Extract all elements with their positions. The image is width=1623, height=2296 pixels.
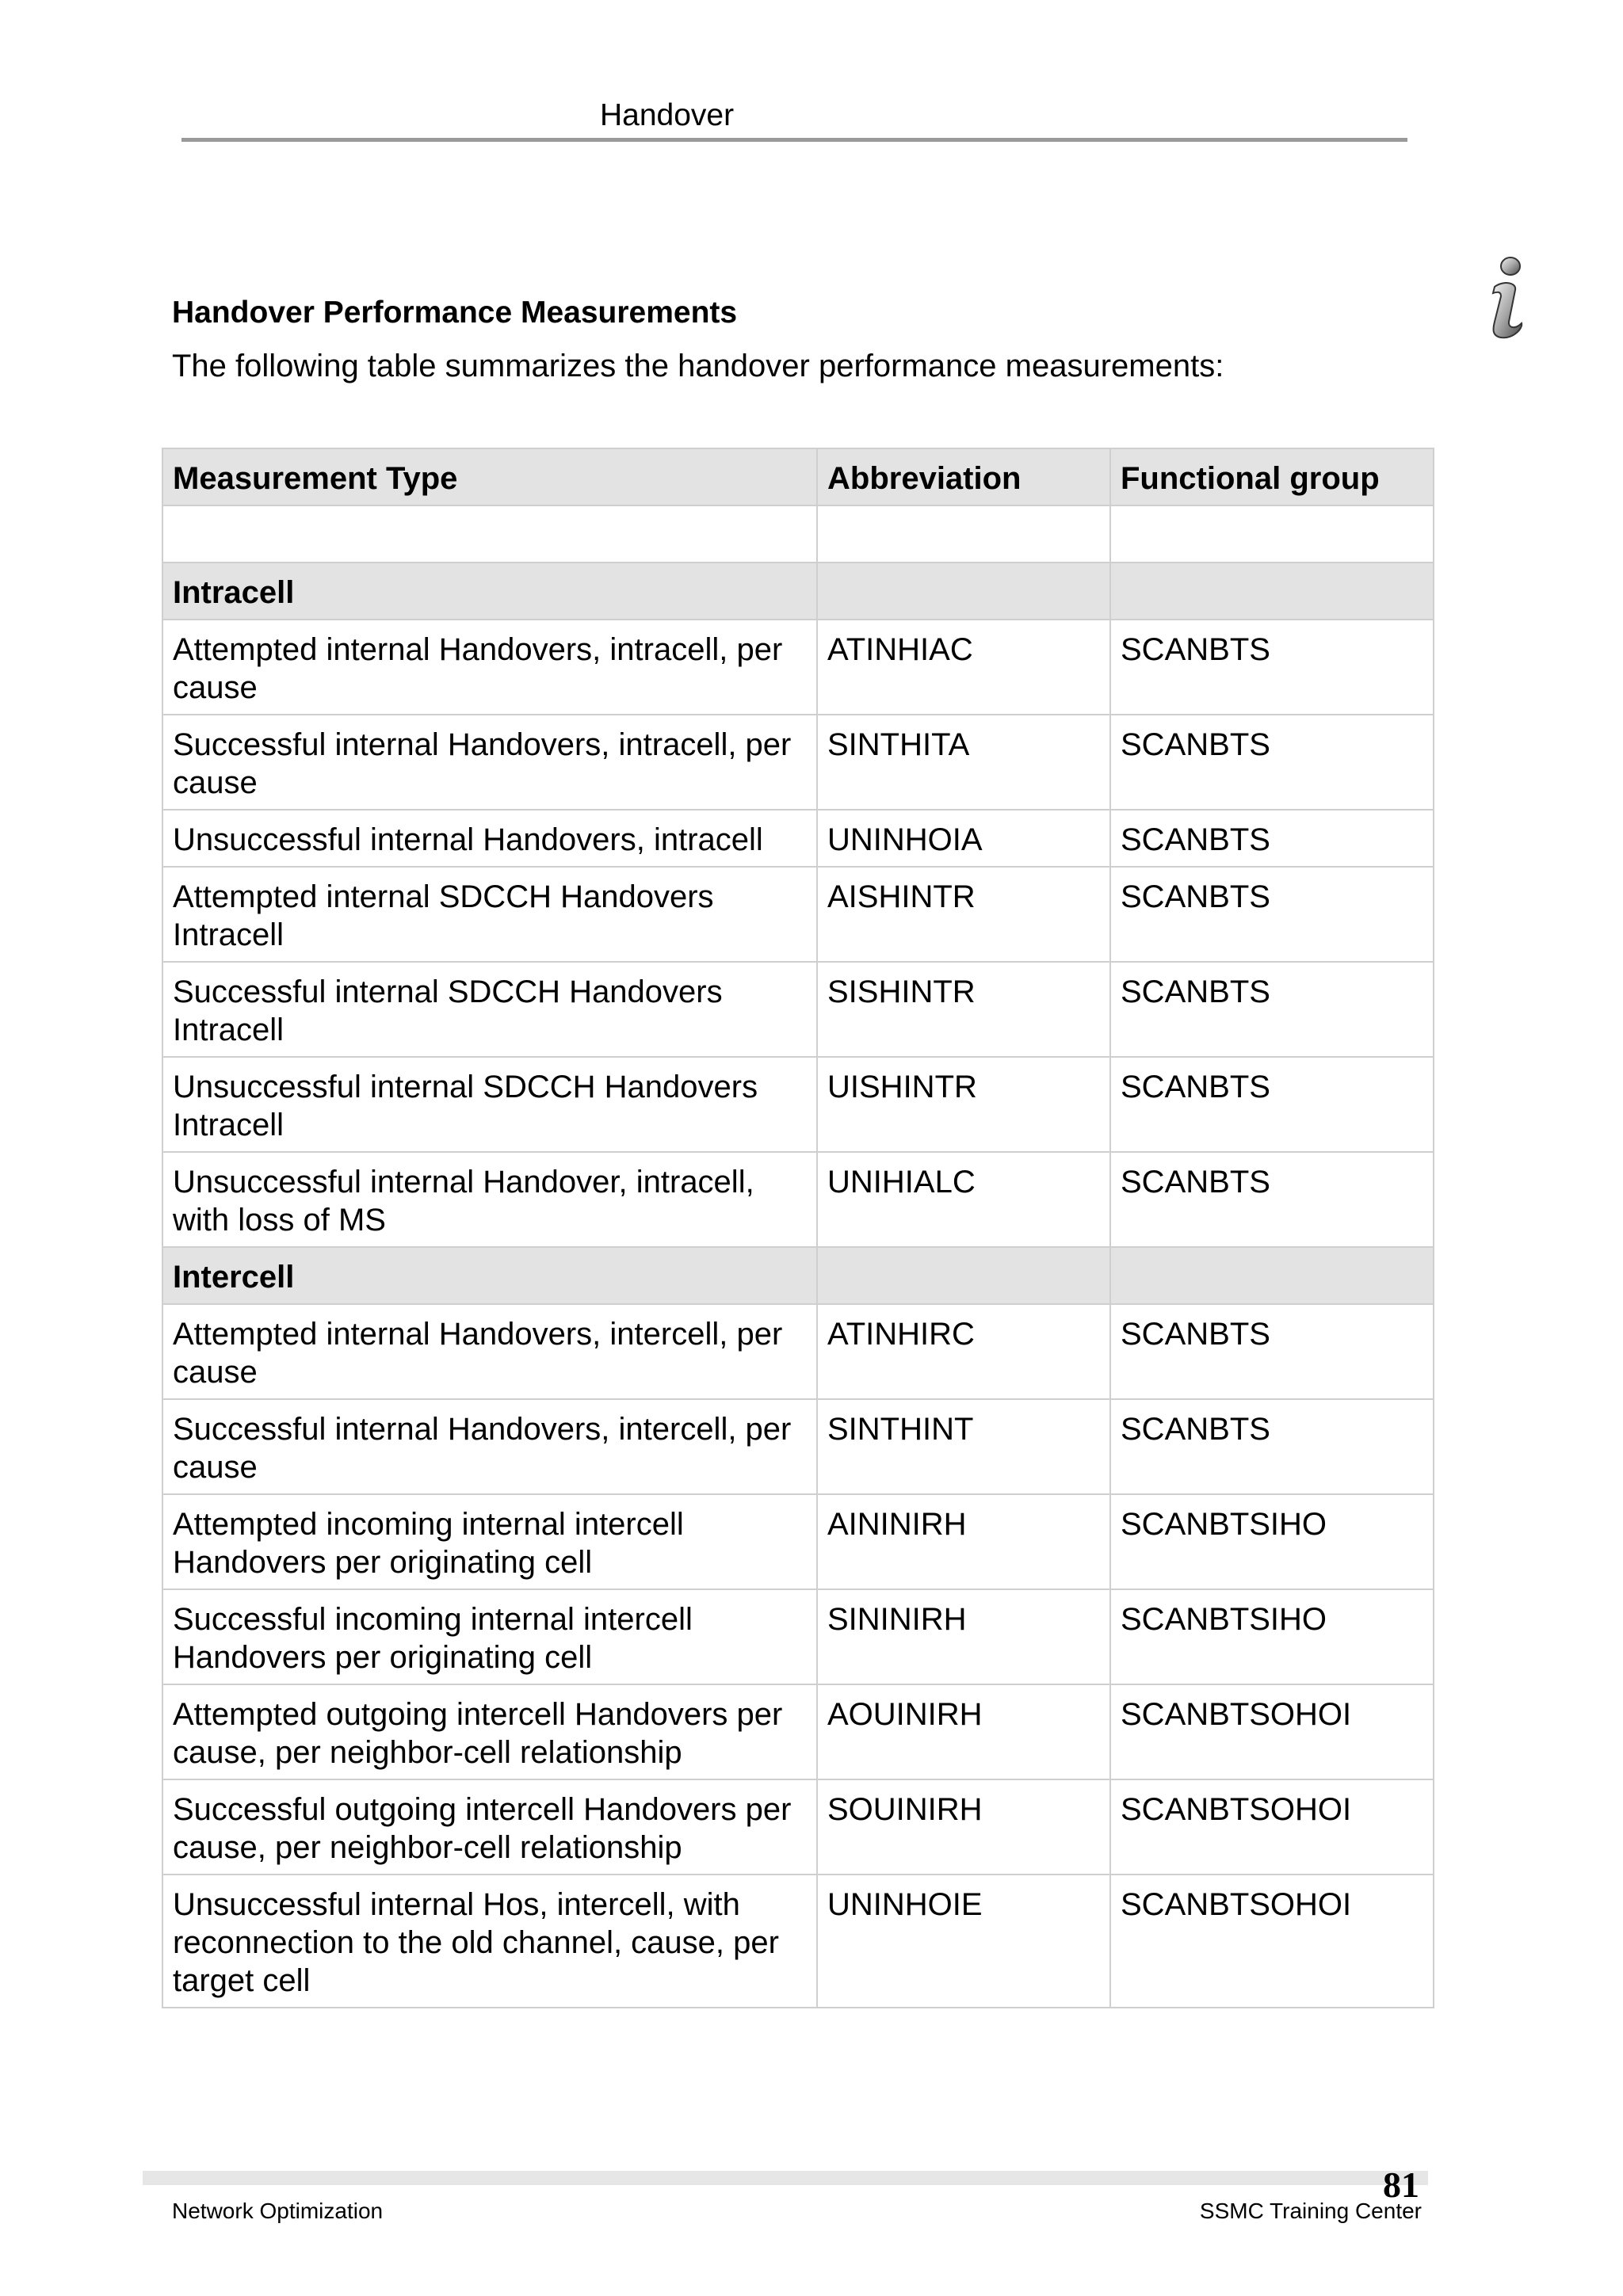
table-row: [162, 1779, 1434, 1875]
measurement-type-cell: Attempted incoming internal intercell Handovers per originating cell: [162, 1494, 817, 1589]
table-row: [162, 810, 1434, 867]
table-row: [162, 1152, 1434, 1247]
abbreviation-cell: SOUINIRH: [817, 1779, 1110, 1875]
measurement-type-cell: Unsuccessful internal Hos, intercell, with reconnection to the old channel, cause, per target cell: [162, 1875, 817, 2008]
group-row-intercell: [162, 1247, 1434, 1304]
functional-group-cell: SCANBTSOHOI: [1110, 1779, 1434, 1875]
abbreviation-cell: AININIRH: [817, 1494, 1110, 1589]
measurement-type-cell: Successful internal Handovers, intercell, per cause: [162, 1399, 817, 1494]
group-row-intracell: [162, 563, 1434, 620]
running-header-title: Handover: [600, 98, 735, 132]
abbreviation-cell: SINTHINT: [817, 1399, 1110, 1494]
table-row: [162, 1057, 1434, 1152]
measurement-type-cell: Successful internal SDCCH Handovers Intracell: [162, 962, 817, 1057]
measurements-table: [162, 448, 1434, 2008]
intro-paragraph: The following table summarizes the handover performance measurements:: [172, 349, 1224, 383]
abbreviation-cell: UISHINTR: [817, 1057, 1110, 1152]
abbreviation-cell: UNINHOIE: [817, 1875, 1110, 2008]
functional-group-cell: SCANBTS: [1110, 1399, 1434, 1494]
functional-group-cell: SCANBTSOHOI: [1110, 1684, 1434, 1779]
table-row: [162, 1494, 1434, 1589]
measurement-type-cell: Attempted internal SDCCH Handovers Intracell: [162, 867, 817, 962]
footer-left-text: Network Optimization: [172, 2199, 384, 2223]
table-row: [162, 715, 1434, 810]
functional-group-cell: SCANBTSOHOI: [1110, 1875, 1434, 2008]
measurement-type-cell: Unsuccessful internal SDCCH Handovers Intracell: [162, 1057, 817, 1152]
table-row: [162, 867, 1434, 962]
functional-group-cell: SCANBTS: [1110, 1304, 1434, 1399]
section-heading: Handover Performance Measurements: [172, 296, 738, 330]
abbreviation-cell: SINTHITA: [817, 715, 1110, 810]
abbreviation-cell: AISHINTR: [817, 867, 1110, 962]
functional-group-cell: SCANBTS: [1110, 1057, 1434, 1152]
footer-right-text: SSMC Training Center: [1199, 2199, 1422, 2223]
header-rule: [181, 138, 1407, 142]
abbreviation-cell: AOUINIRH: [817, 1684, 1110, 1779]
measurement-type-cell: Attempted outgoing intercell Handovers per cause, per neighbor-cell relationship: [162, 1684, 817, 1779]
measurement-type-cell: Unsuccessful internal Handovers, intracell: [162, 810, 817, 867]
group-label: Intercell: [162, 1247, 817, 1304]
column-header-measurement-type: Measurement Type: [162, 448, 817, 505]
table-row: [162, 962, 1434, 1057]
info-icon: [1484, 255, 1531, 342]
functional-group-cell: SCANBTS: [1110, 810, 1434, 867]
abbreviation-cell: ATINHIAC: [817, 620, 1110, 715]
column-header-functional-group: Functional group: [1110, 448, 1434, 505]
table-row: [162, 1304, 1434, 1399]
table-row: [162, 1684, 1434, 1779]
abbreviation-cell: UNIHIALC: [817, 1152, 1110, 1247]
page-number: 81: [1383, 2164, 1419, 2205]
table-row: [162, 1875, 1434, 2008]
abbreviation-cell: UNINHOIA: [817, 810, 1110, 867]
abbreviation-cell: SININIRH: [817, 1589, 1110, 1684]
table-row: [162, 1399, 1434, 1494]
functional-group-cell: SCANBTS: [1110, 867, 1434, 962]
functional-group-cell: SCANBTS: [1110, 715, 1434, 810]
functional-group-cell: SCANBTS: [1110, 962, 1434, 1057]
abbreviation-cell: SISHINTR: [817, 962, 1110, 1057]
measurement-type-cell: Unsuccessful internal Handover, intracell, with loss of MS: [162, 1152, 817, 1247]
table-header-row: [162, 448, 1434, 505]
group-label: Intracell: [162, 563, 817, 620]
measurement-type-cell: Attempted internal Handovers, intercell, per cause: [162, 1304, 817, 1399]
functional-group-cell: SCANBTSIHO: [1110, 1589, 1434, 1684]
table-row: [162, 620, 1434, 715]
measurement-type-cell: Successful outgoing intercell Handovers per cause, per neighbor-cell relationship: [162, 1779, 817, 1875]
table-row: [162, 1589, 1434, 1684]
measurement-type-cell: Attempted internal Handovers, intracell, per cause: [162, 620, 817, 715]
footer-bar: [143, 2171, 1428, 2185]
column-header-abbreviation: Abbreviation: [817, 448, 1110, 505]
measurement-type-cell: Successful incoming internal intercell Handovers per originating cell: [162, 1589, 817, 1684]
functional-group-cell: SCANBTS: [1110, 1152, 1434, 1247]
abbreviation-cell: ATINHIRC: [817, 1304, 1110, 1399]
functional-group-cell: SCANBTS: [1110, 620, 1434, 715]
functional-group-cell: SCANBTSIHO: [1110, 1494, 1434, 1589]
measurement-type-cell: Successful internal Handovers, intracell, per cause: [162, 715, 817, 810]
blank-row: [162, 505, 1434, 563]
